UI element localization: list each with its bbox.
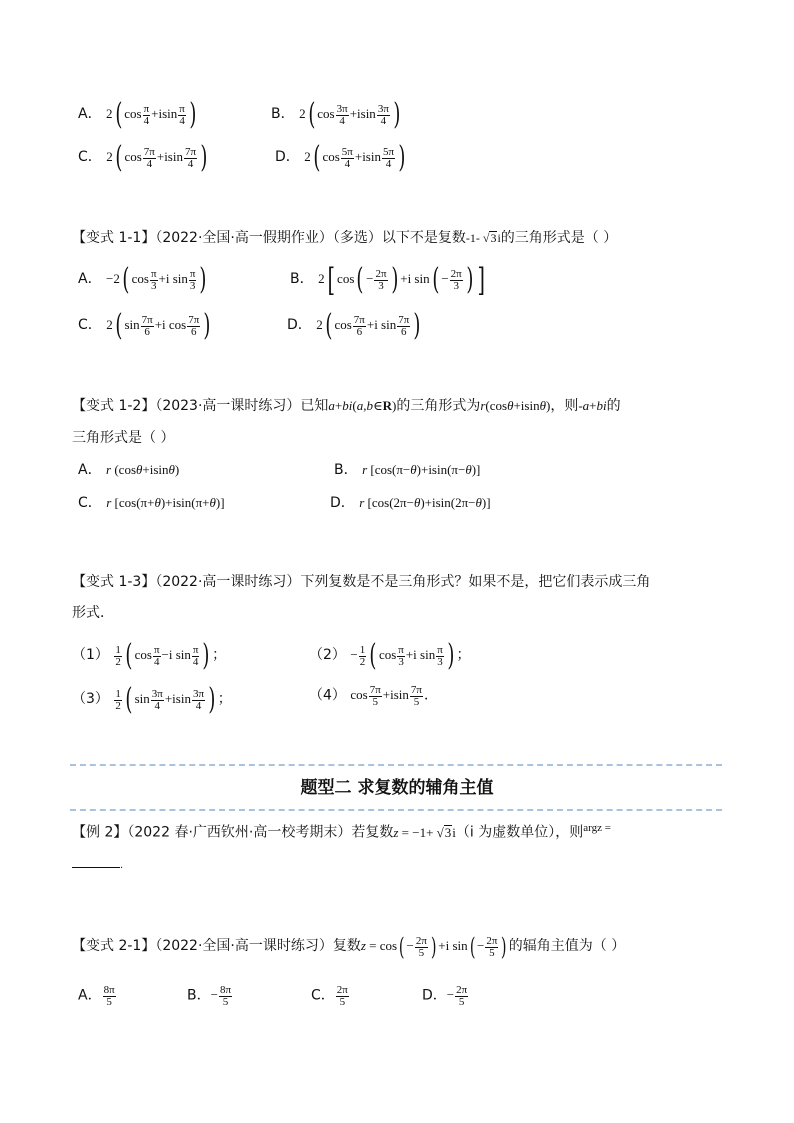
q0-option-c: C． 2( cos $\frac{7\pi}{4}$ +isin $\frac{7\pi}{4}$ ) <box>78 143 210 173</box>
math-expr: r [cos(π+θ)+isin(π+θ)] <box>106 495 225 510</box>
math-expr: z = cos( − $\frac{2\pi}{5}$ ) +i sin( − $\frac{2\pi}{5}$ ) <box>360 933 507 961</box>
v21-option-b: B．− $\frac{8\pi}{5}$ <box>187 984 232 1008</box>
ex2-answer-blank: . <box>72 853 123 876</box>
v13-stem-line2: 形式． <box>72 605 114 621</box>
v11-stem: 【变式 1-1】（2022·全国·高一假期作业）（多选）以下不是复数-1- √3i的三角形式是（ ） <box>72 230 618 246</box>
v13-part-3: （3） $\frac{1}{2}$ ( sin $\frac{3\pi}{4}$ +isin $\frac{3\pi}{4}$ ) ； <box>72 682 232 717</box>
math-expr: $\frac{1}{2}$ ( cos $\frac{\pi}{4}$ −i sin $\frac{\pi}{4}$ ) <box>115 638 210 673</box>
answer-blank[interactable] <box>72 853 120 868</box>
section-divider-top <box>70 764 722 766</box>
v12-option-d: D． r [cos(2π−θ)+isin(2π−θ)] <box>330 495 491 511</box>
math-expr: −2( cos $\frac{\pi}{3}$ +i sin $\frac{\pi}{3}$ ) <box>106 262 207 297</box>
v11-option-b: B． 2[ cos( − $\frac{2\pi}{3}$ ) +i sin( − $\frac{2\pi}{3}$ ) ] <box>290 265 488 295</box>
section-title: 题型二 求复数的辅角主值 <box>300 778 494 798</box>
math-expr: 2( cos $\frac{\pi}{4}$ +isin $\frac{\pi}{4}$ ) <box>106 97 197 132</box>
math-expr: r [cos(2π−θ)+isin(2π−θ)] <box>359 495 491 510</box>
math-expr: 2( sin $\frac{7\pi}{6}$ +i cos $\frac{7\pi}{6}$ ) <box>106 308 211 343</box>
v12-stem: 【变式 1-2】（2023·高一课时练习）已知a+bi(a,b∈R)的三角形式为r(cosθ+isinθ)，则-a+bi的 <box>72 398 621 414</box>
v21-stem: 【变式 2-1】（2022·全国·高一课时练习）复数z = cos( − $\frac{2\pi}{5}$ ) +i sin( − $\frac{2\pi}{5}$ ) 的辐角主值为（ ） <box>72 933 626 961</box>
v21-option-a: A． $\frac{8\pi}{5}$ <box>78 984 115 1008</box>
q0-option-d: D． 2( cos $\frac{5\pi}{4}$ +isin $\frac{5\pi}{4}$ ) <box>275 143 408 173</box>
math-expr: 2( cos $\frac{3\pi}{4}$ +isin $\frac{3\pi}{4}$ ) <box>299 97 401 132</box>
math-expr: r [cos(π−θ)+isin(π−θ)] <box>362 462 481 477</box>
v12-option-a: A． r (cosθ+isinθ) <box>78 462 180 478</box>
v13-part-4: （4） cos $\frac{7\pi}{5}$ +isin $\frac{7\pi}{5}$ ． <box>309 684 438 708</box>
v12-option-b: B． r [cos(π−θ)+isin(π−θ)] <box>334 462 481 478</box>
v11-option-d: D． 2( cos $\frac{7\pi}{6}$ +i sin $\frac{7\pi}{6}$ ) <box>287 311 423 341</box>
q0-option-b: B． 2( cos $\frac{3\pi}{4}$ +isin $\frac{3\pi}{4}$ ) <box>271 100 403 130</box>
math-expr: cos $\frac{7\pi}{5}$ +isin $\frac{7\pi}{5}$ <box>350 684 422 708</box>
v11-option-c: C． 2( sin $\frac{7\pi}{6}$ +i cos $\frac{7\pi}{6}$ ) <box>78 311 213 341</box>
v13-stem: 【变式 1-3】（2022·高一课时练习）下列复数是不是三角形式？如果不是，把它们表示成三角 <box>72 574 651 590</box>
math-expr: 2[ cos( − $\frac{2\pi}{3}$ ) +i sin( − $\frac{2\pi}{3}$ ) ] <box>318 261 486 299</box>
v11-option-a: A． −2( cos $\frac{\pi}{3}$ +i sin $\frac{\pi}{3}$ ) <box>78 265 209 295</box>
v13-part-1: （1） $\frac{1}{2}$ ( cos $\frac{\pi}{4}$ −i sin $\frac{\pi}{4}$ ) ； <box>72 638 227 673</box>
ex2-stem: 【例 2】（2022 春·广西钦州·高一校考期末）若复数z = −1+ √3i（i 为虚数单位），则$^{argz =}$ <box>72 822 611 841</box>
math-expr: 2( cos $\frac{7\pi}{6}$ +i sin $\frac{7\pi}{6}$ ) <box>316 308 421 343</box>
q0-option-a: A． 2( cos $\frac{\pi}{4}$ +isin $\frac{\pi}{4}$ ) <box>78 100 199 130</box>
math-expr: 2( cos $\frac{5\pi}{4}$ +isin $\frac{5\pi}{4}$ ) <box>304 140 406 175</box>
v21-option-c: C． $\frac{2\pi}{5}$ <box>311 984 348 1008</box>
math-expr: $\frac{1}{2}$ ( sin $\frac{3\pi}{4}$ +isin $\frac{3\pi}{4}$ ) <box>115 682 216 717</box>
v13-part-2: （2） − $\frac{1}{2}$ ( cos $\frac{\pi}{3}$ +i sin $\frac{\pi}{3}$ ) ； <box>309 638 471 673</box>
math-expr: r (cosθ+isinθ) <box>106 462 180 477</box>
section-divider-bottom <box>70 809 722 811</box>
v12-option-c: C． r [cos(π+θ)+isin(π+θ)] <box>78 495 225 511</box>
v21-option-d: D．− $\frac{2\pi}{5}$ <box>422 984 468 1008</box>
v12-stem-line2: 三角形式是（ ） <box>72 430 175 446</box>
math-expr: 2( cos $\frac{7\pi}{4}$ +isin $\frac{7\pi}{4}$ ) <box>106 140 208 175</box>
math-expr: − $\frac{1}{2}$ ( cos $\frac{\pi}{3}$ +i sin $\frac{\pi}{3}$ ) <box>350 638 455 673</box>
